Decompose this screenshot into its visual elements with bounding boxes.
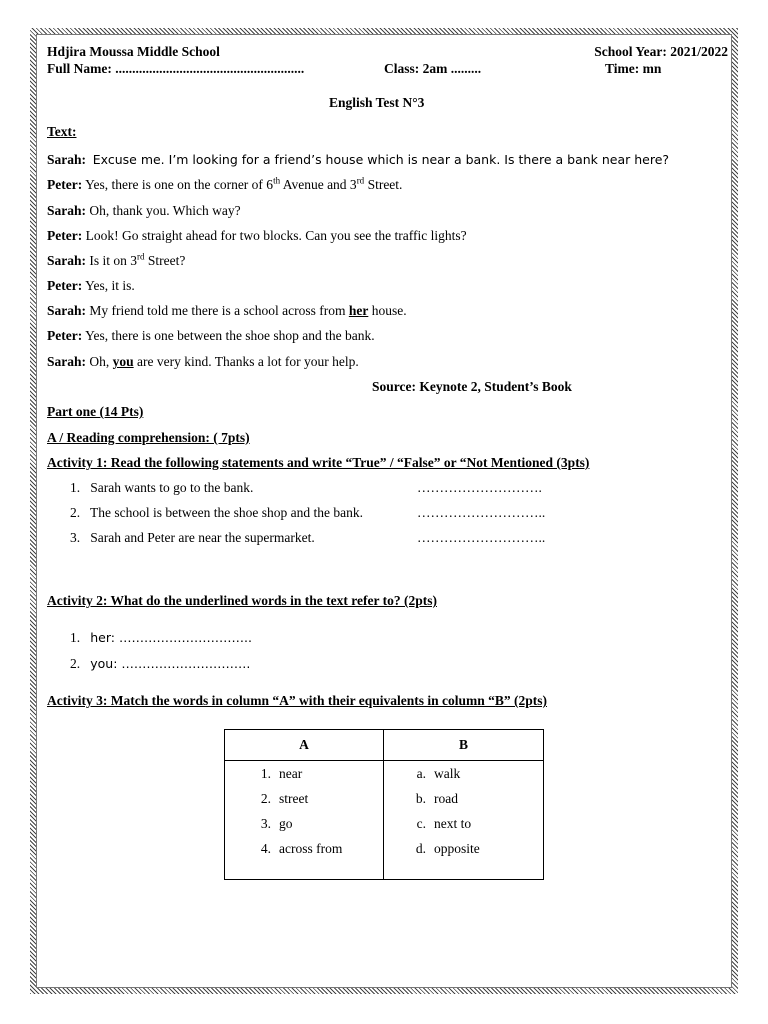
column-a-item: 4. across from — [260, 841, 343, 856]
column-a-item: 3. go — [260, 816, 293, 831]
full-name-field: Full Name: ........................................................ — [47, 61, 305, 76]
part-one-heading: Part one (14 Pts) — [47, 404, 144, 419]
test-title: English Test N°3 — [329, 95, 425, 110]
list-item: 3. Sarah and Peter are near the supermarket. — [70, 530, 315, 545]
dialogue-line: Sarah: My friend told me there is a school across from her house. — [47, 303, 407, 318]
dialogue-line: Sarah: Excuse me. I’m looking for a friend’s house which is near a bank. Is there a bank near here? — [47, 152, 670, 167]
dialogue-line: Peter: Yes, there is one on the corner of 6th Avenue and 3rd Street. — [47, 175, 403, 192]
dialogue-line: Sarah: Is it on 3rd Street? — [47, 251, 186, 268]
dialogue-line: Peter: Yes, it is. — [47, 278, 135, 293]
activity2-title: Activity 2: What do the underlined words in the text refer to? (2pts) — [47, 593, 437, 608]
answer-blank[interactable]: ………………………. — [417, 480, 542, 495]
list-item: 2. The school is between the shoe shop and the bank. — [70, 505, 363, 520]
list-item[interactable]: 2. you: …………………………. — [70, 656, 251, 671]
column-a-header: A — [225, 730, 384, 761]
list-item: 1. Sarah wants to go to the bank. — [70, 480, 254, 495]
column-b-item: d. opposite — [415, 841, 480, 856]
list-item[interactable]: 1. her: ………………………….. — [70, 630, 252, 645]
answer-blank[interactable]: ……………………….. — [417, 505, 546, 520]
source-note: Source: Keynote 2, Student’s Book — [372, 379, 572, 394]
column-b-item: b. road — [415, 791, 458, 806]
activity1-title: Activity 1: Read the following statements and write “True” / “False” or “Not Mentioned (3pts) — [47, 455, 590, 470]
text-label: Text: — [47, 124, 77, 139]
underlined-word-you: you — [112, 354, 134, 369]
dialogue-line: Sarah: Oh, you are very kind. Thanks a lot for your help. — [47, 354, 359, 369]
column-a-item: 2. street — [260, 791, 309, 806]
school-year: School Year: 2021/2022 — [594, 44, 728, 59]
column-a-item: 1. near — [260, 766, 303, 781]
column-a — [225, 761, 384, 880]
column-b-item: c. next to — [416, 816, 472, 831]
class-field: Class: 2am ......... — [384, 61, 482, 76]
dialogue-line: Sarah: Oh, thank you. Which way? — [47, 203, 241, 218]
column-b-header: B — [384, 730, 544, 761]
dialogue-line: Peter: Look! Go straight ahead for two blocks. Can you see the traffic lights? — [47, 228, 467, 243]
section-a-heading: A / Reading comprehension: ( 7pts) — [47, 430, 250, 445]
dialogue-line: Peter: Yes, there is one between the shoe shop and the bank. — [47, 328, 375, 343]
column-b-item: a. walk — [416, 766, 461, 781]
column-b — [384, 761, 544, 880]
activity3-title: Activity 3: Match the words in column “A” with their equivalents in column “B” (2pts) — [47, 693, 548, 708]
answer-blank[interactable]: ……………………….. — [417, 530, 546, 545]
underlined-word-her: her — [348, 303, 369, 318]
matching-table — [224, 729, 544, 880]
time-field: Time: mn — [605, 61, 662, 76]
school-name: Hdjira Moussa Middle School — [47, 44, 220, 59]
